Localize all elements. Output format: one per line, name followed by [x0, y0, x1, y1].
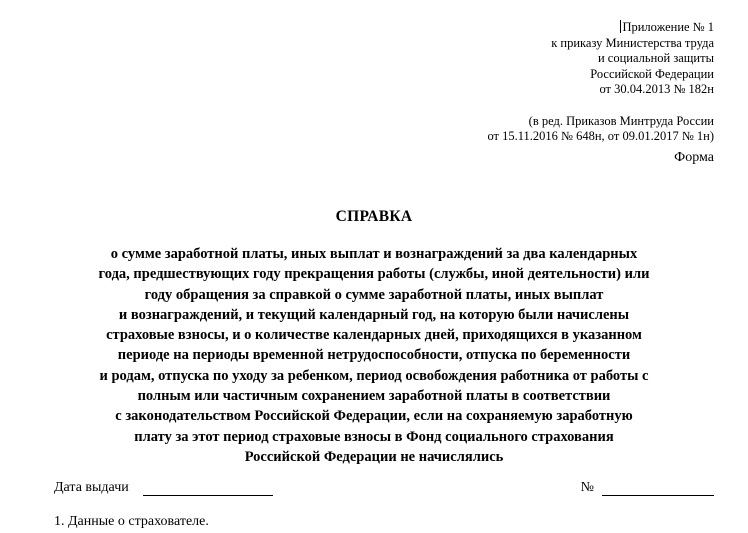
issue-number-label: №	[580, 480, 594, 495]
subtitle-line: полным или частичным сохранением заработной платы в соответствии	[137, 388, 611, 405]
subtitle-line: Российской Федерации не начислялись	[244, 448, 504, 465]
section-heading-insurer: 1. Данные о страхователе.	[54, 514, 209, 529]
subtitle-line: и родам, отпуска по уходу за ребенком, период освобождения работника от работы с	[99, 367, 649, 384]
appendix-line: от 30.04.2013 № 182н	[599, 82, 714, 96]
appendix-line: и социальной защиты	[597, 51, 714, 65]
appendix-line: к приказу Министерства труда	[551, 35, 714, 50]
document-title: СПРАВКА	[335, 208, 413, 225]
issue-number	[581, 480, 714, 496]
issue-number-field[interactable]	[602, 481, 714, 496]
document-subtitle	[0, 244, 748, 467]
issue-date-label: Дата выдачи	[54, 480, 129, 495]
issue-row	[54, 480, 714, 500]
subtitle-line: году обращения за справкой о сумме заработной платы, иных выплат	[144, 286, 604, 303]
appendix-line: Российской Федерации	[590, 66, 714, 81]
form-label: Форма	[674, 150, 714, 165]
amendment-line: от 15.11.2016 № 648н, от 09.01.2017 № 1н)	[487, 129, 714, 143]
subtitle-line: и вознаграждений, и текущий календарный год, на которую были начислены	[118, 306, 630, 323]
appendix-line: Приложение № 1	[622, 20, 714, 34]
issue-date	[54, 480, 273, 496]
subtitle-line: периоде на периоды временной нетрудоспособности, отпуска по беременности	[117, 347, 631, 364]
amendment-line: (в ред. Приказов Минтруда России	[528, 113, 714, 128]
subtitle-line: года, предшествующих году прекращения работы (службы, иной деятельности) или	[98, 266, 650, 283]
appendix-header	[487, 20, 714, 145]
subtitle-line: страховые взносы, и о количестве календарных дней, приходящихся в указанном	[106, 327, 642, 344]
subtitle-line: с законодательством Российской Федерации, если на сохраняемую заработную	[115, 408, 633, 425]
issue-date-field[interactable]	[143, 481, 273, 496]
subtitle-line: о сумме заработной платы, иных выплат и вознаграждений за два календарных	[110, 246, 638, 262]
subtitle-line: плату за этот период страховые взносы в Фонд социального страхования	[134, 428, 614, 445]
